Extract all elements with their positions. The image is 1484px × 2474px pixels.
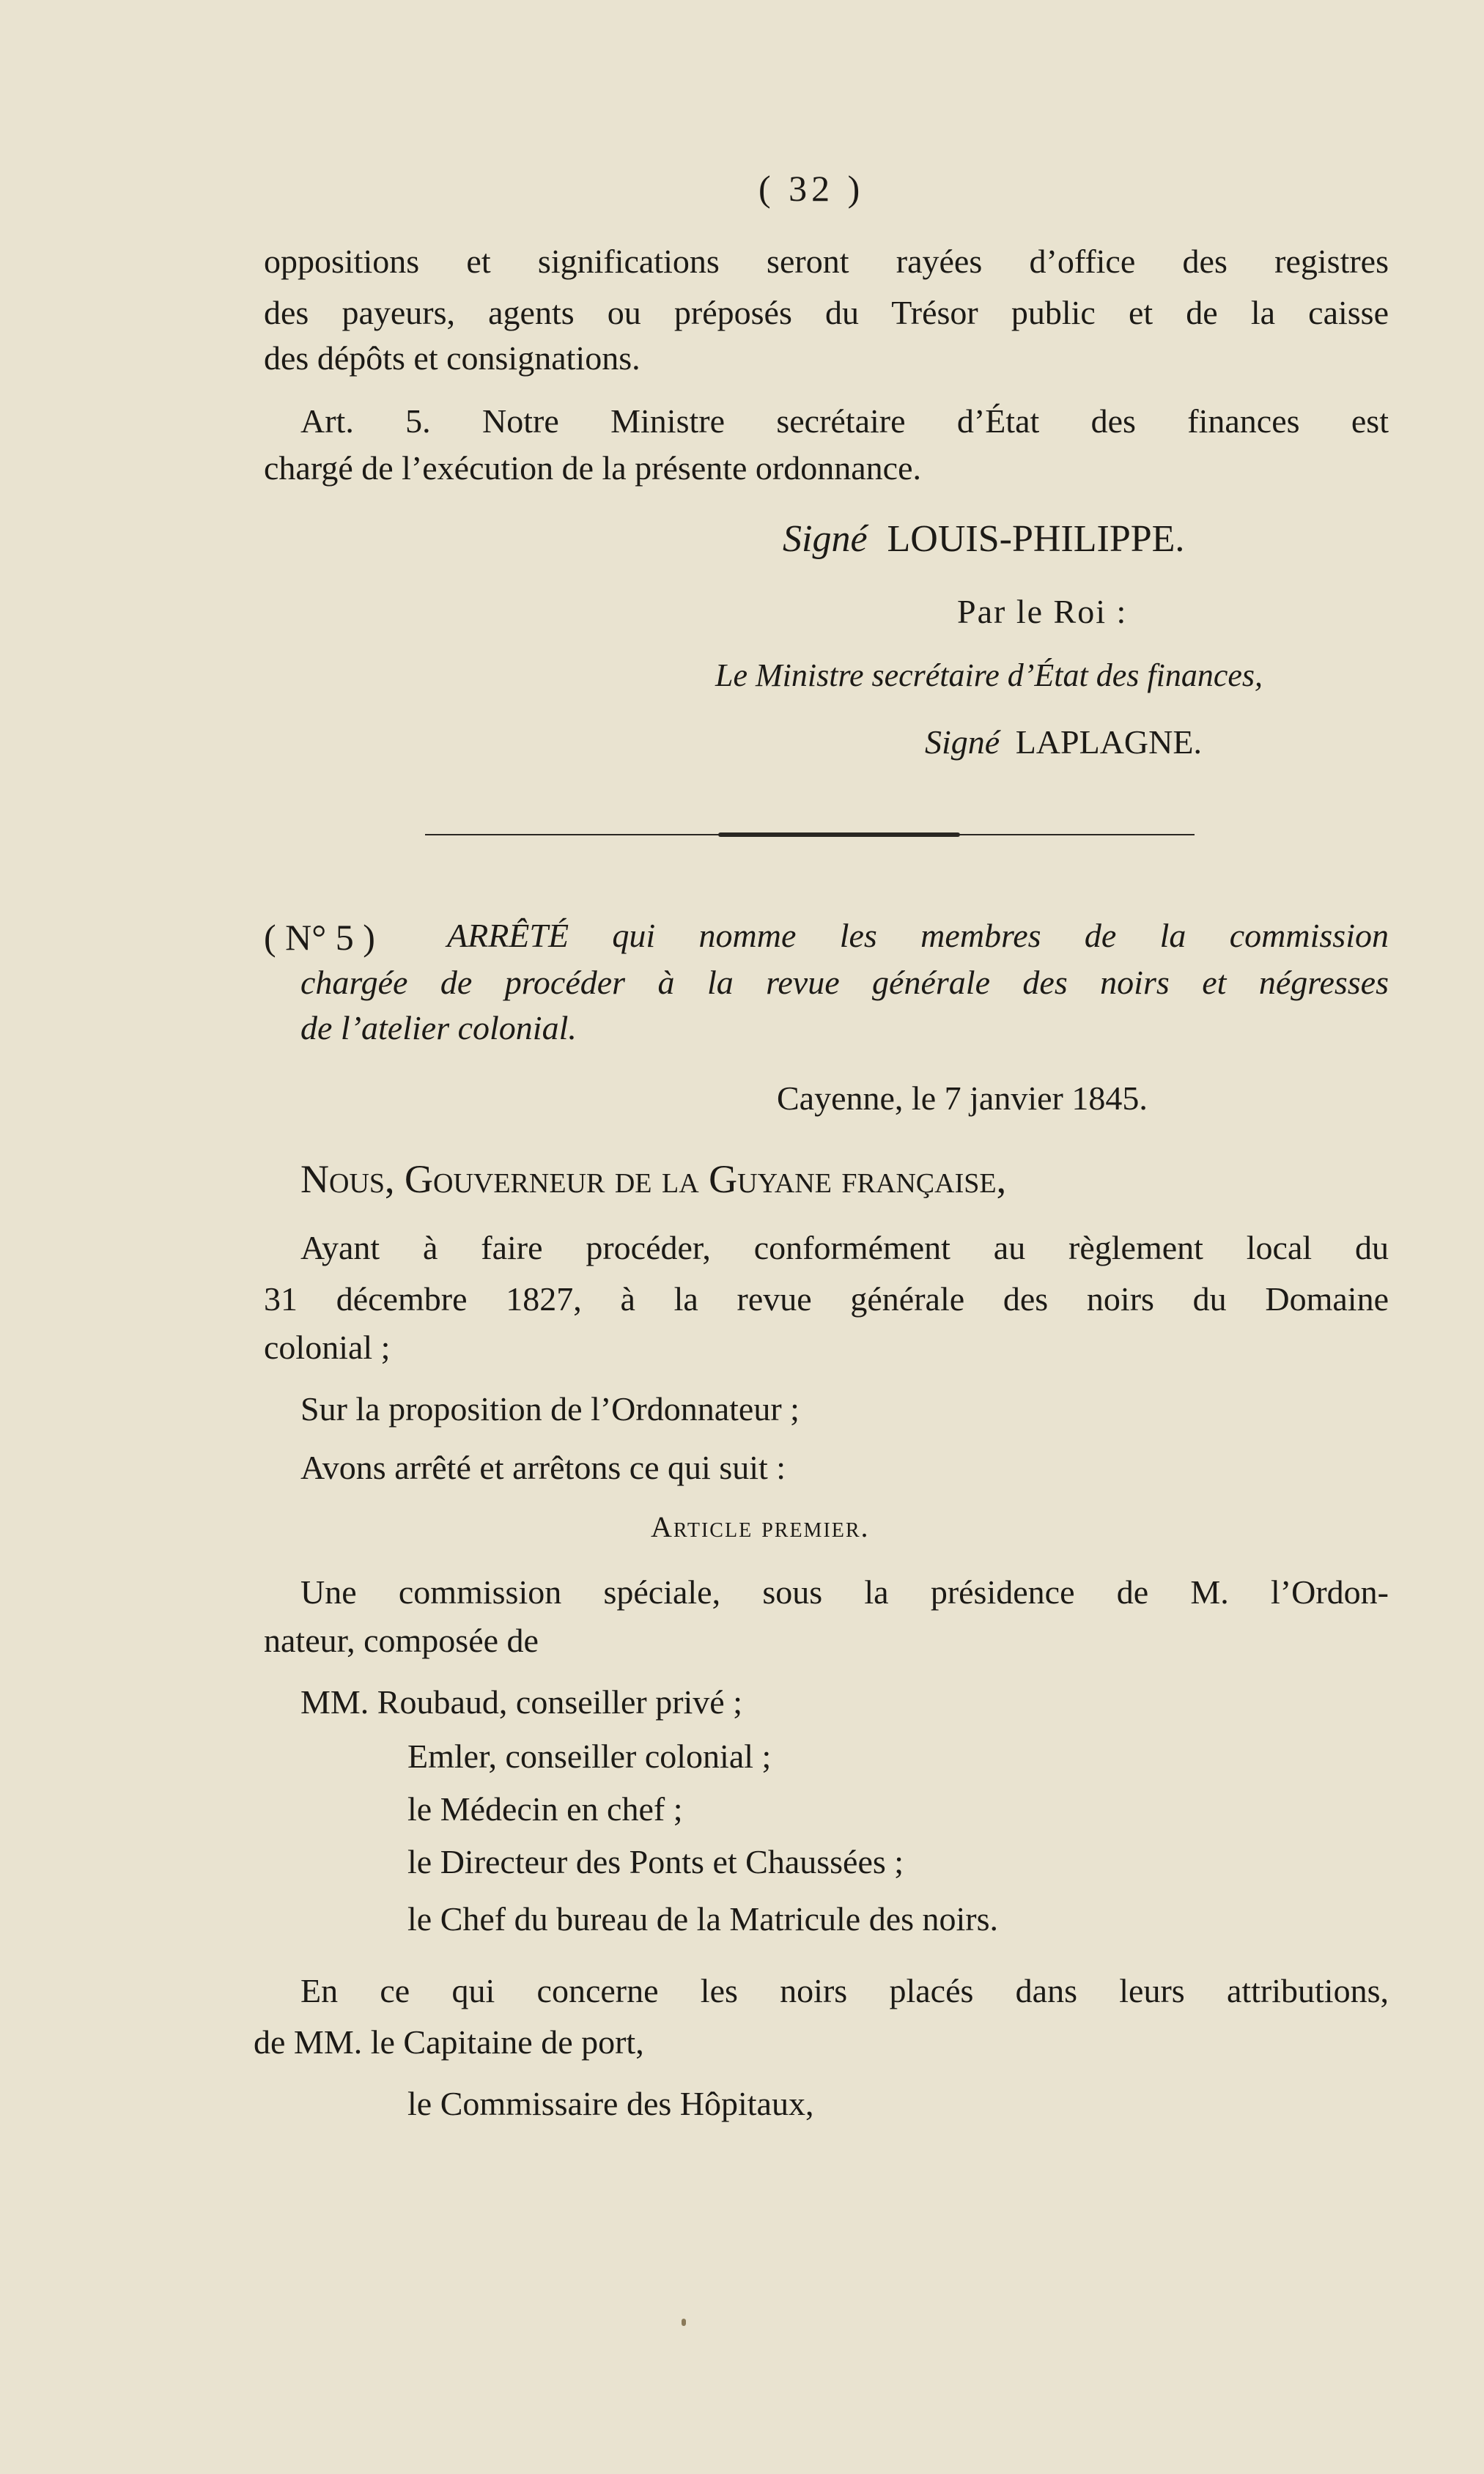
text-line-2: des payeurs, agents ou préposés du Trésor public et de la caisse	[264, 294, 1389, 331]
signature-king	[783, 520, 1184, 558]
page-number: ( 32 )	[758, 168, 865, 209]
nous-gouverneur: Nous, Gouverneur de la Guyane française,	[300, 1157, 1007, 1201]
member-2: Emler, conseiller colonial ;	[407, 1738, 772, 1775]
arrete-title-line-1: ARRÊTÉ qui nomme les membres de la commission	[447, 917, 1389, 954]
signe-label: Signé	[783, 518, 868, 560]
body-line-3: colonial ;	[264, 1329, 391, 1366]
concerne-line-2: de MM. le Capitaine de port,	[254, 2023, 644, 2061]
text-line-5: chargé de l’exécution de la présente ordonnance.	[264, 449, 921, 487]
paper-speck	[682, 2319, 686, 2326]
body-line-2: 31 décembre 1827, à la revue générale des noirs du Domaine	[264, 1280, 1389, 1318]
par-le-roi: Par le Roi :	[957, 593, 1128, 630]
member-1: MM. Roubaud, conseiller privé ;	[300, 1683, 743, 1721]
body-line-5: Avons arrêté et arrêtons ce qui suit :	[300, 1449, 786, 1486]
concerne-line-1: En ce qui concerne les noirs placés dans leurs attributions,	[300, 1972, 1389, 2009]
section-divider	[425, 832, 1195, 837]
member-3: le Médecin en chef ;	[407, 1790, 683, 1828]
article-heading: Article premier.	[651, 1510, 870, 1543]
body-line-1: Ayant à faire procéder, conformément au règlement local du	[300, 1229, 1389, 1266]
member-4: le Directeur des Ponts et Chaussées ;	[407, 1843, 904, 1880]
signe-label: Signé	[925, 723, 1000, 761]
signatory-name: LAPLAGNE.	[1015, 723, 1202, 761]
minister-title: Le Ministre secrétaire d’État des finances,	[715, 657, 1263, 693]
date-line: Cayenne, le 7 janvier 1845.	[777, 1079, 1148, 1117]
arrete-title-line-3: de l’atelier colonial.	[300, 1009, 577, 1046]
text-line-3: des dépôts et consignations.	[264, 339, 641, 377]
text-line-1: oppositions et significations seront rayées d’office des registres	[264, 243, 1389, 280]
article-line-1: Une commission spéciale, sous la présidence de M. l’Ordon-	[300, 1573, 1389, 1611]
article-line-2: nateur, composée de	[264, 1622, 539, 1659]
signatory-name: LOUIS-PHILIPPE.	[887, 518, 1185, 560]
body-line-4: Sur la proposition de l’Ordonnateur ;	[300, 1390, 800, 1428]
signature-minister	[925, 725, 1202, 759]
concerne-line-3: le Commissaire des Hôpitaux,	[407, 2085, 814, 2122]
arrete-title-line-2: chargée de procéder à la revue générale des noirs et négresses	[300, 964, 1389, 1001]
member-5: le Chef du bureau de la Matricule des noirs.	[407, 1900, 999, 1938]
arrete-number: ( N° 5 )	[264, 917, 375, 958]
text-line-4: Art. 5. Notre Ministre secrétaire d’État des finances est	[300, 402, 1389, 440]
